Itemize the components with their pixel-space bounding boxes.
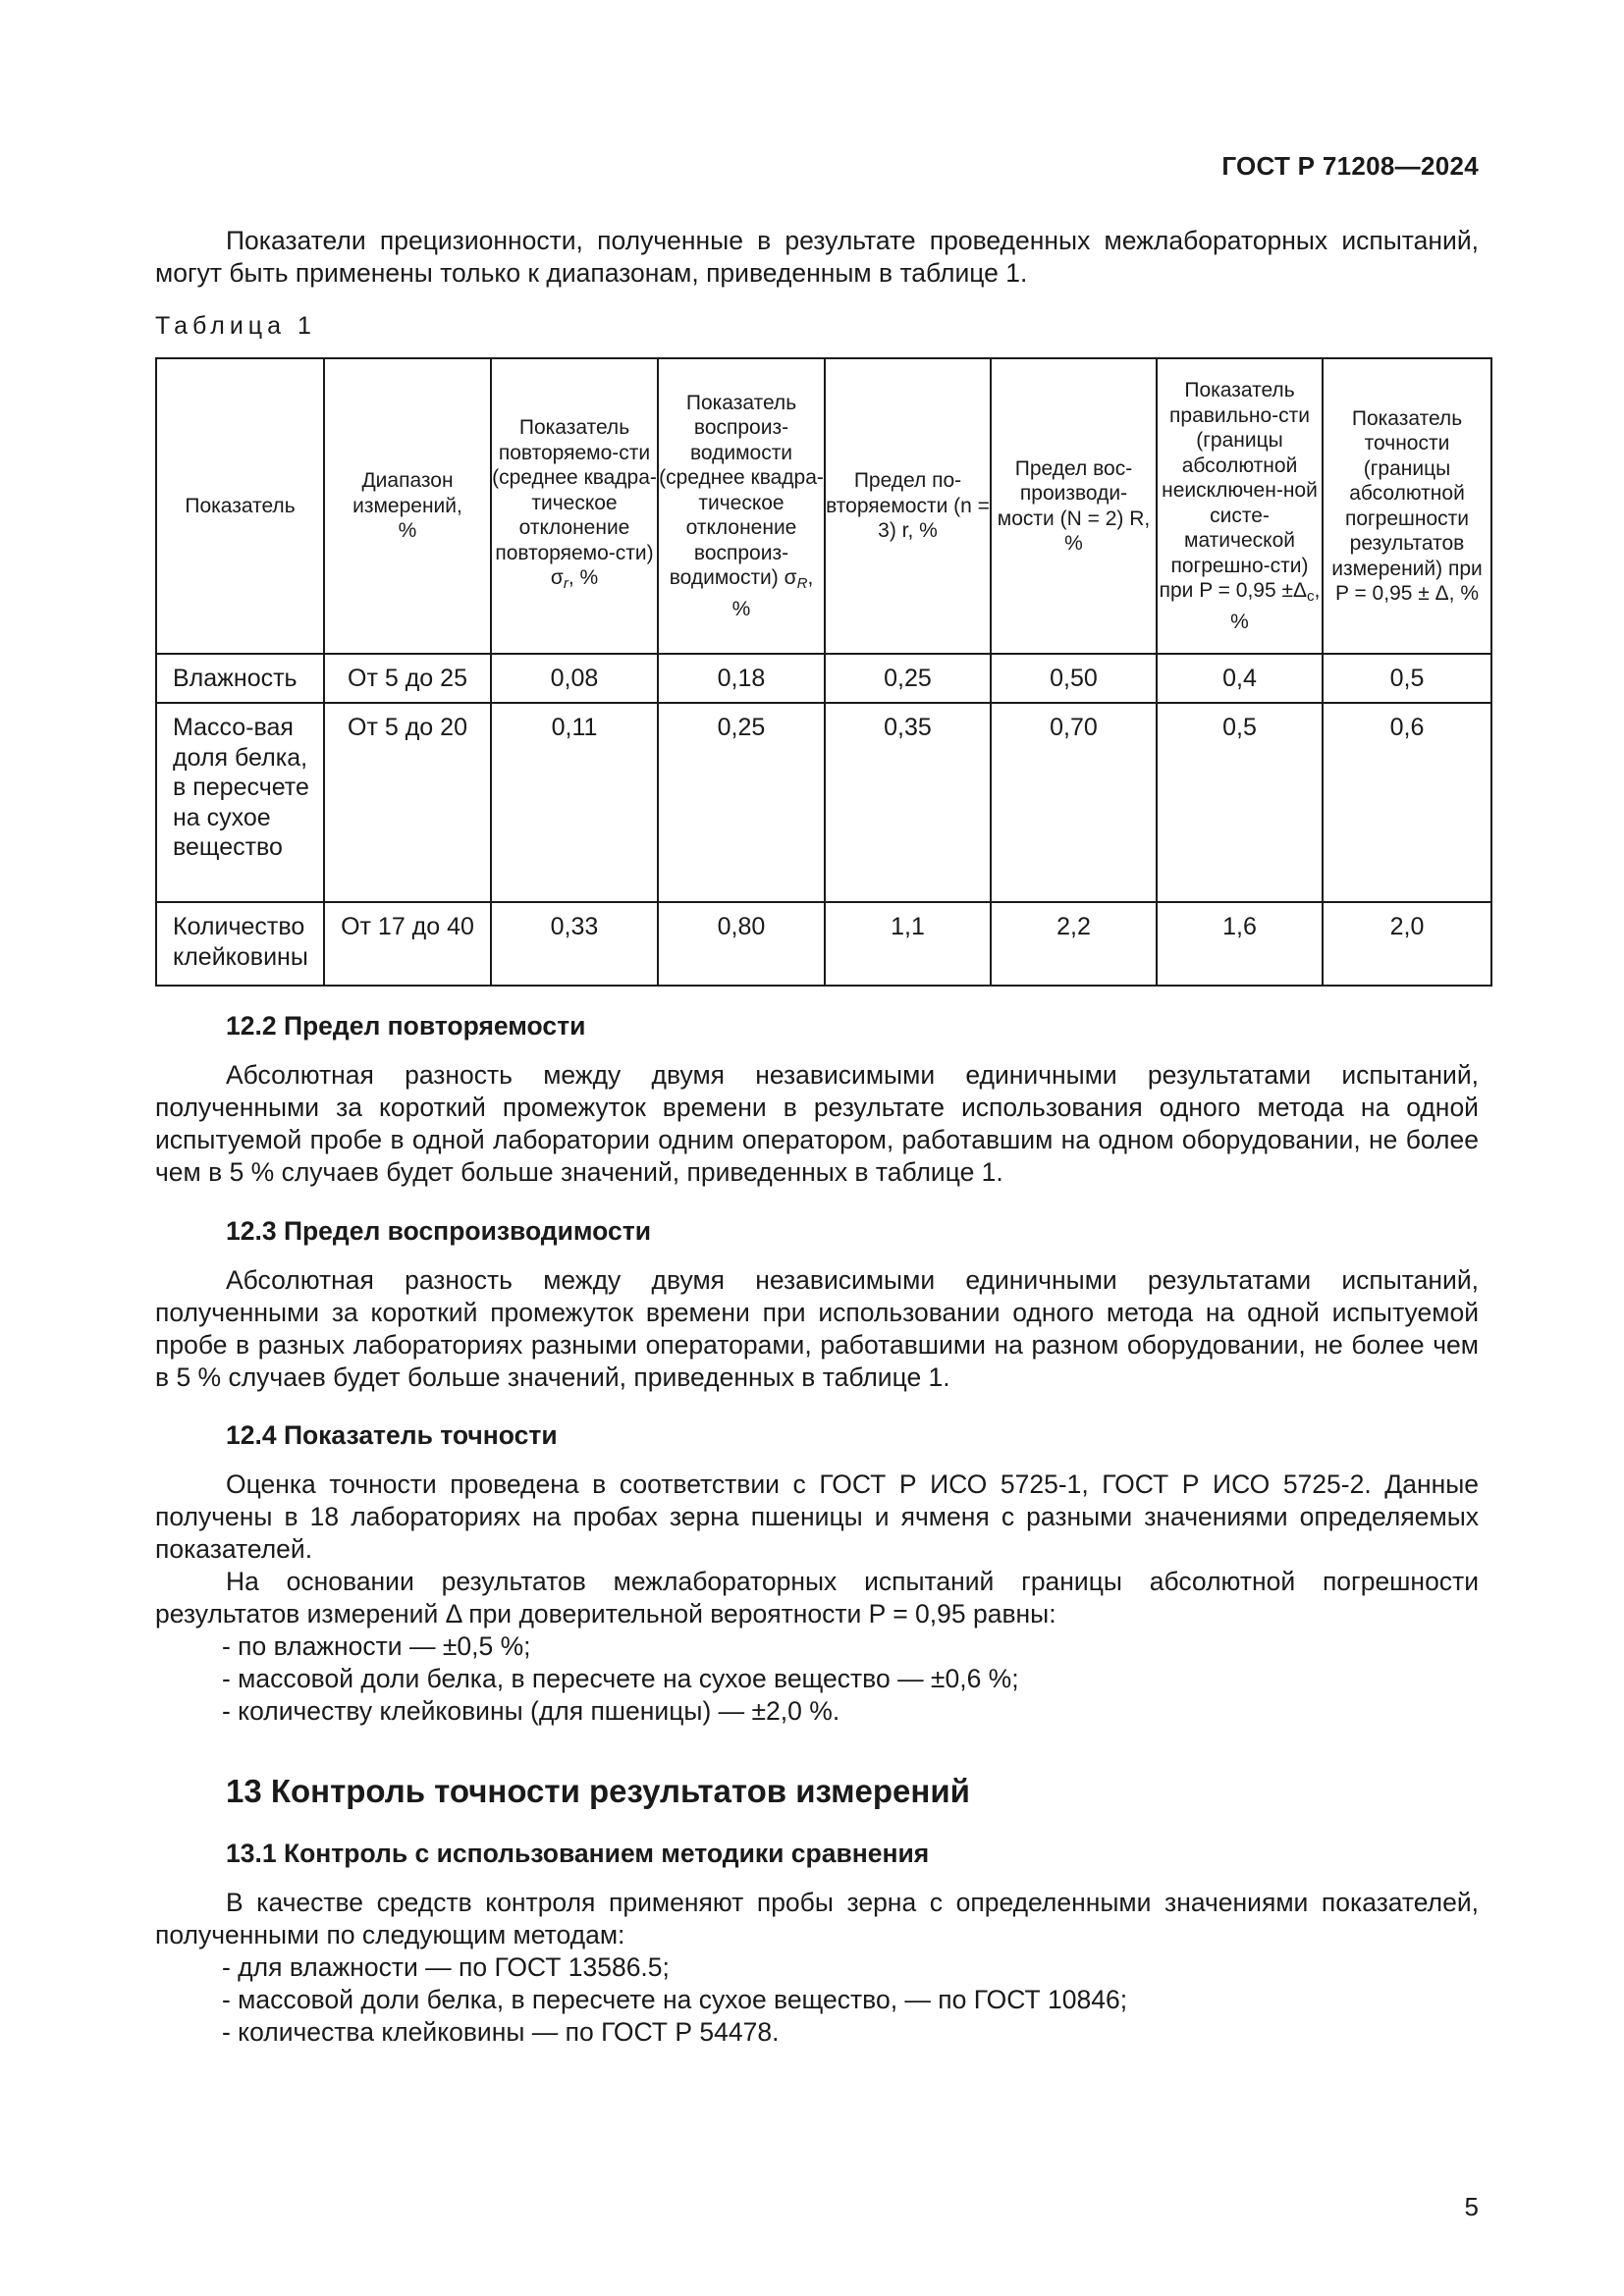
row-value: 0,25 — [658, 703, 825, 902]
section-12-3-text: Абсолютная разность между двумя независимыми единичными результатами испытаний, полученными за короткий промежуток времени при использовании одного метода на одной испытуемой пробе в разных лабораториях разными операторами, работавшими на разном оборудовании, не более чем в 5 % случаев будет больше значений, приведенных в таблице 1. — [155, 1265, 1479, 1392]
row-range: От 5 до 25 — [324, 654, 491, 703]
precision-table — [155, 357, 1492, 987]
list-item: - массовой доли белка, в пересчете на сухое вещество — ±0,6 %; — [222, 1664, 1019, 1693]
header-accuracy: Показатель точности (границы абсолютной погрешности результатов измерений) при P = 0,95 ± Δ, % — [1323, 358, 1491, 654]
control-methods-list — [222, 1951, 1127, 2049]
row-value: 2,0 — [1323, 902, 1491, 986]
header-repeatability-sd-unit: , % — [568, 566, 599, 590]
list-item: - массовой доли белка, в пересчете на сухое вещество, — по ГОСТ 10846; — [222, 1985, 1128, 2014]
header-repeatability-sd-sub: r — [563, 575, 568, 593]
page-number: 5 — [1464, 2192, 1479, 2221]
header-reproducibility-sd-unit: , % — [731, 566, 814, 620]
header-reproducibility-sd-text: Показатель воспроиз-водимости (среднее квадра-тическое отклонение воспроиз-водимости) σ — [659, 391, 824, 590]
section-13-1-title: 13.1 Контроль с использованием методики сравнения — [226, 1839, 930, 1868]
header-repeatability-sd — [491, 358, 658, 654]
section-12-3-title: 12.3 Предел воспроизводимости — [226, 1216, 652, 1246]
row-name: Массо-вая доля белка, в пересчете на сухое вещество — [156, 703, 324, 902]
table-caption: Таблица 1 — [155, 312, 316, 340]
list-item: - количеству клейковины (для пшеницы) — ±2,0 %. — [222, 1696, 840, 1726]
list-item: - по влажности — ±0,5 %; — [222, 1631, 531, 1661]
row-value: 0,70 — [991, 703, 1157, 902]
header-reproducibility-sd — [658, 358, 825, 654]
table-row — [156, 902, 1491, 986]
row-value: 0,6 — [1323, 703, 1491, 902]
header-trueness — [1157, 358, 1323, 654]
header-range-text: Диапазон измерений, % — [352, 469, 462, 543]
section-13-1-para: В качестве средств контроля применяют пробы зерна с определенными значениями показателей, полученными по следующим методам: — [155, 1888, 1479, 1949]
row-value: 0,11 — [491, 703, 658, 902]
row-value: 0,35 — [825, 703, 991, 902]
intro-paragraph: Показатели прецизионности, полученные в результате проведенных межлабораторных испытаний, могут быть применены только к диапазонам, приведенным в таблице 1. — [155, 226, 1479, 288]
header-trueness-unit: , % — [1230, 579, 1321, 633]
header-trueness-text: Показатель правильно-сти (границы абсолютной неисключен-ной систе-матической погрешно-сти) при P = 0,95 ±Δ — [1159, 379, 1318, 602]
row-value: 0,08 — [491, 654, 658, 703]
section-12-4-para-1: Оценка точности проведена в соответствии с ГОСТ Р ИСО 5725-1, ГОСТ Р ИСО 5725-2. Данные получены в 18 лабораториях на пробах зерна пшеницы и ячменя с разными значениями определяемых показателей. — [155, 1469, 1479, 1564]
row-range: От 5 до 20 — [324, 703, 491, 902]
header-reproducibility-limit: Предел вос-производи-мости (N = 2) R, % — [991, 358, 1157, 654]
table-row — [156, 654, 1491, 703]
row-value: 0,4 — [1157, 654, 1323, 703]
accuracy-list — [222, 1630, 1019, 1728]
row-value: 0,18 — [658, 654, 825, 703]
row-value: 1,1 — [825, 902, 991, 986]
row-value: 2,2 — [991, 902, 1157, 986]
row-value: 0,80 — [658, 902, 825, 986]
document-header: ГОСТ Р 71208—2024 — [1221, 151, 1479, 181]
row-range: От 17 до 40 — [324, 902, 491, 986]
table-row — [156, 703, 1491, 902]
row-value: 0,5 — [1157, 703, 1323, 902]
section-12-4-title: 12.4 Показатель точности — [226, 1420, 558, 1450]
header-repeatability-sd-text: Показатель повторяемо-сти (среднее квадра-тическое отклонение повторяемо-сти) σ — [492, 416, 657, 590]
section-12-2-text: Абсолютная разность между двумя независимыми единичными результатами испытаний, полученными за короткий промежуток времени в результате использования одного метода на одной испытуемой пробе в одной лаборатории одним оператором, работавшим на одном оборудовании, не более чем в 5 % случаев будет больше значений, приведенных в таблице 1. — [155, 1060, 1479, 1187]
header-reproducibility-sd-sub: R — [796, 575, 808, 593]
header-indicator: Показатель — [156, 358, 324, 654]
section-13-title: 13 Контроль точности результатов измерений — [226, 1773, 970, 1809]
row-value: 0,33 — [491, 902, 658, 986]
row-name: Влажность — [156, 654, 324, 703]
header-trueness-sub: c — [1307, 588, 1315, 605]
row-name: Количество клейковины — [156, 902, 324, 986]
row-value: 0,25 — [825, 654, 991, 703]
row-value: 1,6 — [1157, 902, 1323, 986]
header-range — [324, 358, 491, 654]
row-value: 0,50 — [991, 654, 1157, 703]
section-12-2-title: 12.2 Предел повторяемости — [226, 1011, 586, 1041]
list-item: - для влажности — по ГОСТ 13586.5; — [222, 1952, 670, 1982]
table-header-row — [156, 358, 1491, 654]
header-repeatability-limit: Предел по-вторяемости (n = 3) r, % — [825, 358, 991, 654]
list-item: - количества клейковины — по ГОСТ Р 54478. — [222, 2017, 780, 2047]
row-value: 0,5 — [1323, 654, 1491, 703]
section-12-4-para-2: На основании результатов межлабораторных испытаний границы абсолютной погрешности результатов измерений Δ при доверительной вероятности P = 0,95 равны: — [155, 1567, 1479, 1629]
